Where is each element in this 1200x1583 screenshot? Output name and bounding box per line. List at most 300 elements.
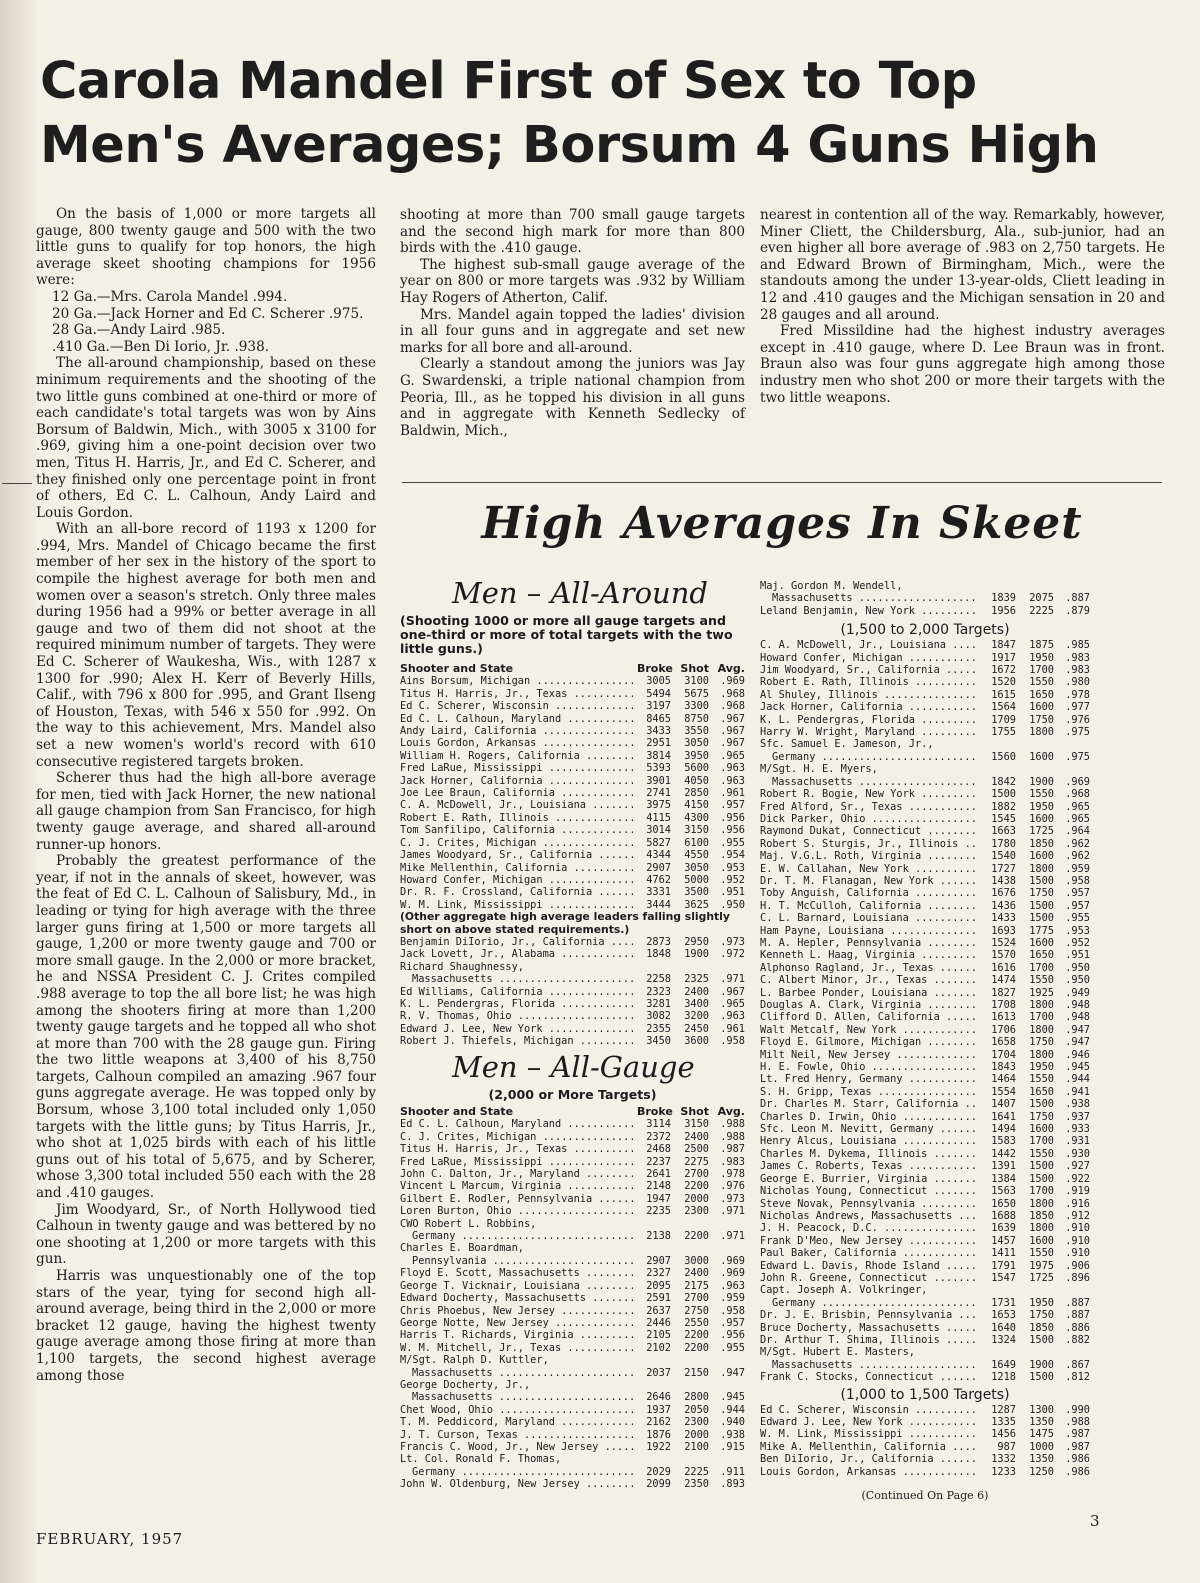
broke-value: 1653 <box>991 1309 1016 1322</box>
broke-value: 2095 <box>646 1279 671 1292</box>
broke-value: 2646 <box>646 1391 671 1404</box>
shooter-name: C. J. Crites, Michigan ..... <box>400 837 633 849</box>
table-row <box>400 688 745 700</box>
shooter-name: Edward J. Lee, New York ..... <box>760 1416 978 1428</box>
shooter-name: Nicholas Young, Connecticut ..... <box>760 1185 978 1197</box>
table-row <box>400 998 745 1010</box>
shooter-name: Massachusetts ..... <box>760 592 978 604</box>
shooter-name: Ben DiIorio, Jr., California ..... <box>760 1453 978 1465</box>
avg-value: .987 <box>1065 1440 1090 1453</box>
all-around-subtitle: (Shooting 1000 or more all gauge targets and one-third or more of total targets with the two little guns.) <box>400 613 733 657</box>
broke-value: 1407 <box>991 1098 1016 1111</box>
shot-value: 2400 <box>684 985 709 998</box>
shooter-name: Ains Borsum, Michigan ..... <box>400 675 633 687</box>
avg-value: .944 <box>720 1403 745 1416</box>
table-row <box>760 592 1090 604</box>
avg-value: .951 <box>720 886 745 899</box>
shooter-name: M/Sgt. Hubert E. Masters, <box>760 1346 915 1359</box>
avg-value: .969 <box>1065 775 1090 788</box>
broke-value: 3082 <box>646 1010 671 1023</box>
shooter-name: James C. Roberts, Texas ..... <box>760 1160 978 1172</box>
table-row <box>760 1272 1090 1284</box>
avg-value: .916 <box>1065 1197 1090 1210</box>
all-gauge-table <box>400 1106 745 1491</box>
avg-value: .812 <box>1065 1371 1090 1384</box>
shot-value: 2400 <box>684 1267 709 1280</box>
table-row <box>400 1193 745 1205</box>
shot-value: 3150 <box>684 824 709 837</box>
shot-value: 3000 <box>684 1254 709 1267</box>
shot-value: 1900 <box>1029 1358 1054 1371</box>
table-row <box>760 1123 1090 1135</box>
avg-value: .887 <box>1065 1296 1090 1309</box>
table-row <box>760 1346 1090 1358</box>
broke-value: 2258 <box>646 973 671 986</box>
shooter-name: Maj. V.G.L. Roth, Virginia ..... <box>760 850 978 862</box>
article-paragraph: The highest sub-small gauge average of the year on 800 or more targets was .932 by William Hay Rogers of Atherton, Calif. <box>400 256 745 306</box>
shooter-name: Mike Mellenthin, California ..... <box>400 862 633 874</box>
avg-value: .967 <box>720 712 745 725</box>
shooter-name: William H. Rogers, California ..... <box>400 750 633 762</box>
shooter-name: Howard Confer, Michigan ..... <box>400 874 633 886</box>
shooter-name: John R. Greene, Connecticut ..... <box>760 1272 978 1284</box>
shooter-name: John W. Oldenburg, New Jersey ..... <box>400 1478 633 1490</box>
headline-line-1: Carola Mandel First of Sex to Top <box>40 52 977 111</box>
avg-value: .937 <box>1065 1110 1090 1123</box>
shooter-name: K. L. Pendergras, Florida ..... <box>400 998 633 1010</box>
broke-value: 1335 <box>991 1416 1016 1428</box>
avg-value: .954 <box>720 849 745 862</box>
table-row <box>400 886 745 898</box>
table-row <box>400 762 745 774</box>
shot-value: 1850 <box>1029 837 1054 850</box>
table-row <box>400 1367 745 1379</box>
shooter-name: Gilbert E. Rodler, Pennsylvania ..... <box>400 1193 633 1205</box>
broke-value <box>982 763 1016 775</box>
broke-value <box>982 1346 1016 1358</box>
avg-value: .912 <box>1065 1209 1090 1222</box>
table-row <box>400 936 745 948</box>
shot-value <box>675 1218 709 1230</box>
table-row <box>400 700 745 712</box>
avg-value: .945 <box>720 1391 745 1404</box>
shot-value: 1900 <box>1029 775 1054 788</box>
shot-value: 3600 <box>684 1035 709 1048</box>
shot-value: 2200 <box>684 1341 709 1354</box>
avg-value: .950 <box>1065 974 1090 987</box>
shot-value: 1800 <box>1029 1222 1054 1235</box>
table-row <box>400 1391 745 1403</box>
shooter-name: George E. Burrier, Virginia ..... <box>760 1173 978 1185</box>
shooter-name: C. A. McDowell, Jr., Louisiana ..... <box>760 639 978 651</box>
avg-value: .930 <box>1065 1147 1090 1160</box>
broke-value: 2037 <box>646 1366 671 1379</box>
broke-value: 2355 <box>646 1022 671 1035</box>
table-row <box>760 825 1090 837</box>
avg-value: .972 <box>720 948 745 961</box>
article-paragraph: Jim Woodyard, Sr., of North Hollywood tied Calhoun in twenty gauge and was bettered by no one shooting at 1,200 or more targets with this gun. <box>36 1201 376 1268</box>
broke-value: 1456 <box>991 1428 1016 1441</box>
shooter-name: Francis C. Wood, Jr., New Jersey ..... <box>400 1441 633 1453</box>
broke-value: 3014 <box>646 824 671 837</box>
article-paragraph: Clearly a standout among the juniors was Jay G. Swardenski, a triple national champion from Peoria, Ill., as he topped his division in all guns and in aggregate with Kenneth Sedlecky of Baldwin, Mich., <box>400 356 745 439</box>
col-shot: Shot <box>680 662 709 675</box>
broke-value: 1688 <box>991 1209 1016 1222</box>
shooter-name: H. E. Fowle, Ohio ..... <box>760 1061 978 1073</box>
shooter-name: Germany ..... <box>400 1466 633 1478</box>
shot-value: 2000 <box>684 1192 709 1205</box>
shooter-name: Frank C. Stocks, Connecticut ..... <box>760 1371 978 1383</box>
table-row <box>760 1404 1090 1416</box>
avg-value: .967 <box>720 725 745 738</box>
table-row <box>400 961 745 973</box>
shooter-name: Toby Anguish, California ..... <box>760 887 978 899</box>
broke-value: 3814 <box>646 749 671 762</box>
avg-value: .964 <box>1065 825 1090 838</box>
shot-value: 3050 <box>684 861 709 874</box>
shooter-name: M/Sgt. Ralph D. Kuttler, <box>400 1354 549 1367</box>
broke-value <box>982 580 1016 592</box>
table-row <box>400 1180 745 1192</box>
col-avg: Avg. <box>717 1105 745 1118</box>
article-paragraph: 20 Ga.—Jack Horner and Ed C. Scherer .975. <box>52 305 364 322</box>
shooter-name: Joe Lee Braun, California ..... <box>400 787 633 799</box>
shot-value: 1700 <box>1029 1011 1054 1024</box>
table-row <box>760 605 1090 617</box>
shot-value: 1950 <box>1029 651 1054 664</box>
article-paragraph: Mrs. Mandel again topped the ladies' division in all four guns and in aggregate and set new marks for all bore and all-around. <box>400 306 745 356</box>
shooter-name: W. M. Link, Mississippi ..... <box>760 1428 978 1440</box>
broke-value: 1708 <box>991 999 1016 1011</box>
shooter-name: Capt. Joseph A. Volkringer, <box>760 1284 928 1297</box>
shooter-name: CWO Robert L. Robbins, <box>400 1217 537 1230</box>
avg-value: .978 <box>720 1168 745 1181</box>
shooter-name: Harry W. Wright, Maryland ..... <box>760 726 978 738</box>
broke-value: 1641 <box>991 1110 1016 1123</box>
shot-value: 4550 <box>684 849 709 862</box>
shot-value: 1700 <box>1029 1185 1054 1198</box>
shooter-name: Louis Gordon, Arkansas ..... <box>400 737 633 749</box>
broke-value: 1570 <box>991 949 1016 962</box>
table-row <box>400 837 745 849</box>
table-row <box>760 676 1090 688</box>
broke-value: 1676 <box>991 887 1016 900</box>
broke-value: 1649 <box>991 1358 1016 1371</box>
broke-value: 1937 <box>646 1403 671 1416</box>
article-paragraph: .410 Ga.—Ben Di Iorio, Jr. .938. <box>52 338 270 355</box>
avg-value: .977 <box>1065 701 1090 714</box>
table-row <box>400 1218 745 1230</box>
broke-value: 1640 <box>991 1321 1016 1334</box>
avg-value: .952 <box>1065 936 1090 949</box>
shot-value: 2000 <box>684 1428 709 1441</box>
broke-value: 2138 <box>646 1230 671 1243</box>
broke-value: 4762 <box>646 873 671 886</box>
avg-value: .882 <box>1065 1333 1090 1346</box>
shooter-name: Dr. Arthur T. Shima, Illinois ..... <box>760 1334 978 1346</box>
table-row <box>760 1260 1090 1272</box>
avg-value: .975 <box>1065 726 1090 739</box>
shooter-name: Floyd E. Gilmore, Michigan ..... <box>760 1036 978 1048</box>
shooter-name: Andy Laird, California ..... <box>400 725 633 737</box>
shot-value: 1775 <box>1029 924 1054 937</box>
table-row <box>400 1404 745 1416</box>
avg-value: .983 <box>720 1155 745 1168</box>
shooter-name: Pennsylvania ..... <box>400 1255 633 1267</box>
avg-value: .965 <box>1065 812 1090 825</box>
shot-value: 2950 <box>684 935 709 948</box>
broke-value <box>637 1379 671 1391</box>
table-row <box>760 1086 1090 1098</box>
avg-value: .947 <box>1065 1023 1090 1036</box>
table-row <box>400 1416 745 1428</box>
shot-value: 1875 <box>1029 639 1054 652</box>
shot-value: 1900 <box>684 948 709 961</box>
all-around-heading: Men – All-Around <box>452 576 708 610</box>
shooter-name: W. M. Link, Mississippi ..... <box>400 899 633 911</box>
table-row <box>760 1334 1090 1346</box>
shooter-name: M. A. Hepler, Pennsylvania ..... <box>760 937 978 949</box>
shot-value: 2200 <box>684 1230 709 1243</box>
broke-value: 1616 <box>991 961 1016 974</box>
all-around-header-row <box>400 663 745 675</box>
shot-value: 1250 <box>1029 1465 1054 1478</box>
shooter-name: Ed Williams, California ..... <box>400 986 633 998</box>
col-broke: Broke <box>637 662 673 675</box>
broke-value: 2741 <box>646 787 671 800</box>
avg-value: .971 <box>720 1230 745 1243</box>
shot-value <box>675 1453 709 1465</box>
avg-value: .948 <box>1065 999 1090 1011</box>
avg-value: .988 <box>1065 1416 1090 1428</box>
avg-value: .911 <box>720 1465 745 1478</box>
table-row <box>760 664 1090 676</box>
broke-value: 2327 <box>646 1267 671 1280</box>
broke-value: 1332 <box>991 1453 1016 1466</box>
avg-value: .986 <box>1065 1453 1090 1466</box>
article-paragraph: 12 Ga.—Mrs. Carola Mandel .994. <box>52 288 288 305</box>
shot-value <box>675 1379 709 1391</box>
broke-value: 2237 <box>646 1155 671 1168</box>
shot-value: 1600 <box>1029 812 1054 825</box>
article-paragraph: The all-around championship, based on these minimum requirements and the shooting of the two little guns combined at one-third or more of each candidate's total targets was won by Ains Borsum of Baldwin, Mich., with 3005 x 3100 for .969, giving him a one-point decision over two men, Titus H. Harris, Jr., and Ed C. Scherer, and they finished only one percentage point in front of others, Ed C. L. Calhoun, Andy Laird and Louis Gordon. <box>36 355 376 521</box>
shot-value <box>1020 763 1054 775</box>
shooter-name: Massachusetts ..... <box>760 1359 978 1371</box>
shooter-name: Leland Benjamin, New York ..... <box>760 605 978 617</box>
avg-value: .986 <box>1065 1465 1090 1478</box>
shot-value: 2400 <box>684 1130 709 1143</box>
broke-value: 1876 <box>646 1428 671 1441</box>
table-row <box>400 973 745 985</box>
avg-value: .887 <box>1065 1309 1090 1322</box>
shot-value: 1950 <box>1029 800 1054 813</box>
avg-value: .956 <box>720 824 745 837</box>
shooter-name: Charles D. Irwin, Ohio ..... <box>760 1111 978 1123</box>
shot-value: 1950 <box>1029 1296 1054 1309</box>
avg-value: .983 <box>1065 664 1090 677</box>
broke-value <box>637 1242 671 1254</box>
table-row <box>760 738 1090 750</box>
shooter-name: George Notte, New Jersey ..... <box>400 1317 633 1329</box>
table-row <box>400 1441 745 1453</box>
broke-value: 1947 <box>646 1192 671 1205</box>
shot-value: 1750 <box>1029 1110 1054 1123</box>
shooter-name: K. L. Pendergras, Florida ..... <box>760 714 978 726</box>
shooter-name: Jack Horner, California ..... <box>400 775 633 787</box>
shot-value: 1500 <box>1029 874 1054 887</box>
avg-value: .950 <box>720 898 745 911</box>
table-row <box>400 1131 745 1143</box>
avg-value: .947 <box>720 1366 745 1379</box>
shot-value: 1600 <box>1029 701 1054 714</box>
broke-value: 1922 <box>646 1440 671 1453</box>
shooter-name: H. T. McCulloh, California ..... <box>760 900 978 912</box>
avg-value <box>1058 1346 1090 1358</box>
table-row <box>400 1379 745 1391</box>
all-around-note: (Other aggregate high average leaders falling slightly short on above stated requirements.) <box>400 910 730 936</box>
broke-value: 1547 <box>991 1271 1016 1284</box>
avg-value: .958 <box>1065 874 1090 887</box>
avg-value: .893 <box>720 1478 745 1491</box>
shot-value <box>675 961 709 973</box>
shooter-name: Henry Alcus, Louisiana ..... <box>760 1135 978 1147</box>
table-row <box>760 949 1090 961</box>
shooter-name: Charles E. Boardman, <box>400 1242 524 1255</box>
shooter-name: L. Barbee Ponder, Louisiana ..... <box>760 987 978 999</box>
avg-value: .906 <box>1065 1259 1090 1272</box>
avg-value: .968 <box>720 700 745 713</box>
article-column-3 <box>760 207 1165 406</box>
broke-value: 1564 <box>991 701 1016 714</box>
broke-value: 2951 <box>646 737 671 750</box>
avg-value: .956 <box>720 811 745 824</box>
col-avg: Avg. <box>717 662 745 675</box>
shot-value: 3550 <box>684 725 709 738</box>
avg-value: .949 <box>1065 986 1090 999</box>
broke-value: 2235 <box>646 1205 671 1218</box>
shooter-name: Chet Wood, Ohio ..... <box>400 1404 633 1416</box>
broke-value <box>982 738 1016 750</box>
shot-value: 1950 <box>1029 1061 1054 1074</box>
shot-value: 1350 <box>1029 1416 1054 1428</box>
table-row <box>760 1297 1090 1309</box>
shooter-name: Edward L. Davis, Rhode Island ..... <box>760 1260 978 1272</box>
bracket-1500-2000: (1,500 to 2,000 Targets) <box>840 622 1010 639</box>
avg-value: .980 <box>1065 676 1090 689</box>
avg-value: .951 <box>1065 949 1090 962</box>
shot-value: 1500 <box>1029 1333 1054 1346</box>
margin-rule <box>2 483 32 484</box>
table-row <box>760 726 1090 738</box>
table-row <box>760 1049 1090 1061</box>
table-row <box>400 1453 745 1465</box>
table-row <box>760 937 1090 949</box>
shooter-name: James Woodyard, Sr., California ..... <box>400 849 633 861</box>
section-divider <box>402 482 1162 483</box>
avg-value: .962 <box>1065 850 1090 863</box>
broke-value: 3005 <box>646 675 671 688</box>
shooter-name: Ed C. L. Calhoun, Maryland ..... <box>400 1118 633 1130</box>
avg-value <box>713 1218 745 1230</box>
broke-value: 3281 <box>646 997 671 1010</box>
broke-value: 1727 <box>991 862 1016 875</box>
table-row <box>760 788 1090 800</box>
broke-value: 3197 <box>646 700 671 713</box>
article-column-1 <box>36 206 376 1384</box>
shooter-name: Dr. T. M. Flanagan, New York ..... <box>760 875 978 887</box>
avg-value: .910 <box>1065 1247 1090 1260</box>
shooter-name: Fred LaRue, Mississippi ..... <box>400 762 633 774</box>
avg-value <box>1058 1284 1090 1296</box>
shot-value: 2200 <box>684 1180 709 1193</box>
avg-value: .940 <box>720 1416 745 1429</box>
shot-value: 3050 <box>684 737 709 750</box>
avg-value: .973 <box>720 935 745 948</box>
shooter-name: Massachusetts ..... <box>400 973 633 985</box>
shot-value: 3200 <box>684 1010 709 1023</box>
avg-value: .941 <box>1065 1085 1090 1098</box>
avg-value: .963 <box>720 774 745 787</box>
broke-value: 2372 <box>646 1130 671 1143</box>
broke-value: 1917 <box>991 651 1016 664</box>
broke-value: 1731 <box>991 1296 1016 1309</box>
table-row <box>400 1354 745 1366</box>
shooter-name: Dr. J. E. Brisbin, Pennsylvania ..... <box>760 1309 978 1321</box>
table-row <box>760 987 1090 999</box>
shot-value: 1750 <box>1029 1036 1054 1049</box>
table-row <box>400 799 745 811</box>
table-row <box>760 1210 1090 1222</box>
broke-value: 1615 <box>991 688 1016 701</box>
shooter-name: C. L. Barnard, Louisiana ..... <box>760 912 978 924</box>
table-row <box>760 1235 1090 1247</box>
table-row <box>760 1185 1090 1197</box>
broke-value: 1706 <box>991 1023 1016 1036</box>
avg-value: .987 <box>1065 1428 1090 1441</box>
table-row <box>760 763 1090 775</box>
tables-title: High Averages In Skeet <box>481 498 1083 549</box>
shot-value <box>675 1354 709 1366</box>
avg-value: .988 <box>720 1130 745 1143</box>
table-row <box>400 824 745 836</box>
shot-value: 2850 <box>684 787 709 800</box>
broke-value: 1524 <box>991 936 1016 949</box>
table-row <box>760 776 1090 788</box>
broke-value: 1540 <box>991 850 1016 863</box>
broke-value: 1882 <box>991 800 1016 813</box>
table-row <box>400 1317 745 1329</box>
headline <box>40 50 1180 178</box>
all-gauge-header-row <box>400 1106 745 1118</box>
shot-value: 1850 <box>1029 1321 1054 1334</box>
broke-value: 1442 <box>991 1147 1016 1160</box>
shooter-name: Frank D'Meo, New Jersey ..... <box>760 1235 978 1247</box>
table-row <box>400 1023 745 1035</box>
broke-value: 2148 <box>646 1180 671 1193</box>
table-row <box>400 1267 745 1279</box>
avg-value: .910 <box>1065 1222 1090 1235</box>
avg-value: .958 <box>720 1304 745 1317</box>
table-row <box>400 862 745 874</box>
shot-value: 1975 <box>1029 1259 1054 1272</box>
shot-value: 3950 <box>684 749 709 762</box>
shot-value: 4050 <box>684 774 709 787</box>
table-row <box>760 1284 1090 1296</box>
broke-value: 1704 <box>991 1048 1016 1061</box>
broke-value: 1842 <box>991 775 1016 788</box>
shot-value: 2350 <box>684 1478 709 1491</box>
avg-value: .963 <box>720 1279 745 1292</box>
